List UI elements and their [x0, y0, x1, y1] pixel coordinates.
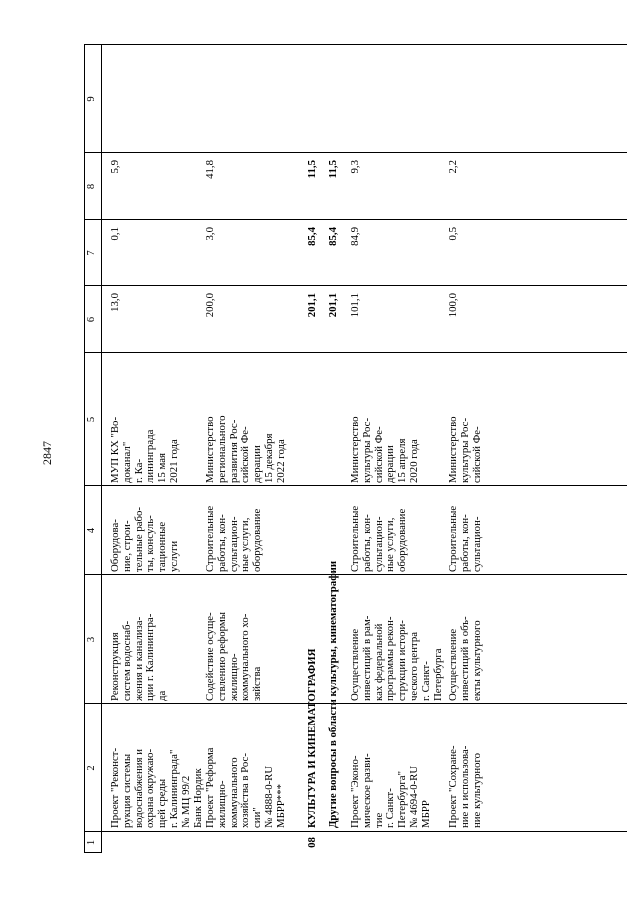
col-header-8: 8 [86, 183, 97, 190]
table-row-value-8: 2,2 [447, 160, 459, 174]
col-header-2: 2 [86, 765, 97, 771]
table-row-value-7: 0,5 [447, 227, 459, 241]
rotated-table [82, 43, 627, 853]
table-row-work-type: Строительные работы, кон- сультацион- ные услуги, оборудование [204, 505, 264, 572]
section-code: 08 [306, 837, 318, 848]
table-row-purpose: Содействие осуще- ствлению реформы жилищно- коммунального хо- зяйства [204, 611, 264, 701]
table-row-work-type: Строительные работы, кон- сультацион- [447, 505, 483, 572]
table-row-executor: Министерство культуры Рос- сийской Фе- [447, 416, 483, 483]
table-row-value-6: 100,0 [447, 293, 459, 318]
col-border [84, 831, 627, 832]
table-row-work-type: Оборудова- ние, строи- тельные рабо- ты, консуль- тационные услуги [109, 506, 180, 572]
table-row-project-name: Проект "Эконо- мическое разви- тие г. Санкт- Петербурга" № 4694-0-RU МБРР [349, 753, 432, 828]
table-top-border [84, 45, 85, 853]
col-header-1: 1 [86, 839, 97, 846]
table-row-project-name: Проект "Реформа жилищно- коммунального хозяйства в Рос- сии" № 4888-0-RU МБРР*** [204, 747, 287, 828]
table-row-value-7: 3,0 [204, 227, 216, 241]
page-number: 2847 [40, 441, 54, 465]
table-row-executor: Министерство регионального развития Рос- сийской Фе- дерации 15 декабря 2022 года [204, 415, 287, 483]
col-header-6: 6 [86, 316, 97, 323]
subsection-title: Другие вопросы в области культуры, кинематографии [327, 560, 339, 828]
table-row-value-6: 13,0 [109, 293, 121, 312]
col-header-4: 4 [86, 527, 97, 534]
table-row-value-7: 0,1 [109, 227, 121, 241]
table-row-purpose: Осуществление инвестиций в объ- екты культурного [447, 616, 483, 701]
subsection-total-8: 11,5 [327, 160, 339, 179]
table-row-value-7: 84,9 [349, 227, 361, 246]
col-border [84, 152, 627, 153]
table-row-work-type: Строительные работы, кон- сультацион- ные услуги, оборудование [349, 505, 409, 572]
table-row-purpose: Реконструкция систем водоснаб- жения и канализа- ции г. Калинингра- да [109, 613, 169, 701]
section-title: КУЛЬТУРА И КИНЕМАТОГРАФИЯ [306, 648, 318, 828]
table-row-value-8: 5,9 [109, 160, 121, 174]
section-total-8: 11,5 [306, 160, 318, 179]
table-row-executor: Министерство культуры Рос- сийской Фе- дерации 15 апреля 2020 года [349, 416, 420, 483]
col-border-right [84, 44, 627, 45]
header-bottom-border [101, 45, 102, 853]
table-row-project-name: Проект "Сохране- ние и использова- ние культурного [447, 745, 483, 828]
section-total-6: 201,1 [306, 293, 318, 318]
table-row-value-6: 101,1 [349, 293, 361, 318]
table-row-project-name: Проект "Реконст- рукция системы водоснабжения и охрана окружаю- щей среды г. Калининграда" № МЦ 99/2 Банк Нордик [109, 747, 204, 828]
col-header-9: 9 [86, 96, 97, 102]
subsection-total-7: 85,4 [327, 227, 339, 246]
section-total-7: 85,4 [306, 227, 318, 246]
table-row-executor: МУП КХ "Во- доканал" г. Ка- лининграда 15 мая 2021 года [109, 416, 180, 483]
subsection-total-6: 201,1 [327, 293, 339, 318]
table-row-value-8: 41,8 [204, 160, 216, 179]
col-header-3: 3 [86, 636, 97, 643]
col-header-5: 5 [86, 416, 97, 423]
table-row-value-6: 200,0 [204, 293, 216, 318]
table-row-value-8: 9,3 [349, 160, 361, 174]
table-row-purpose: Осуществление инвестиций в рам- ках федеральной программы рекон- струкции истори- ческого центра г. Санкт- Петербурга [349, 615, 444, 701]
col-header-7: 7 [86, 250, 97, 256]
